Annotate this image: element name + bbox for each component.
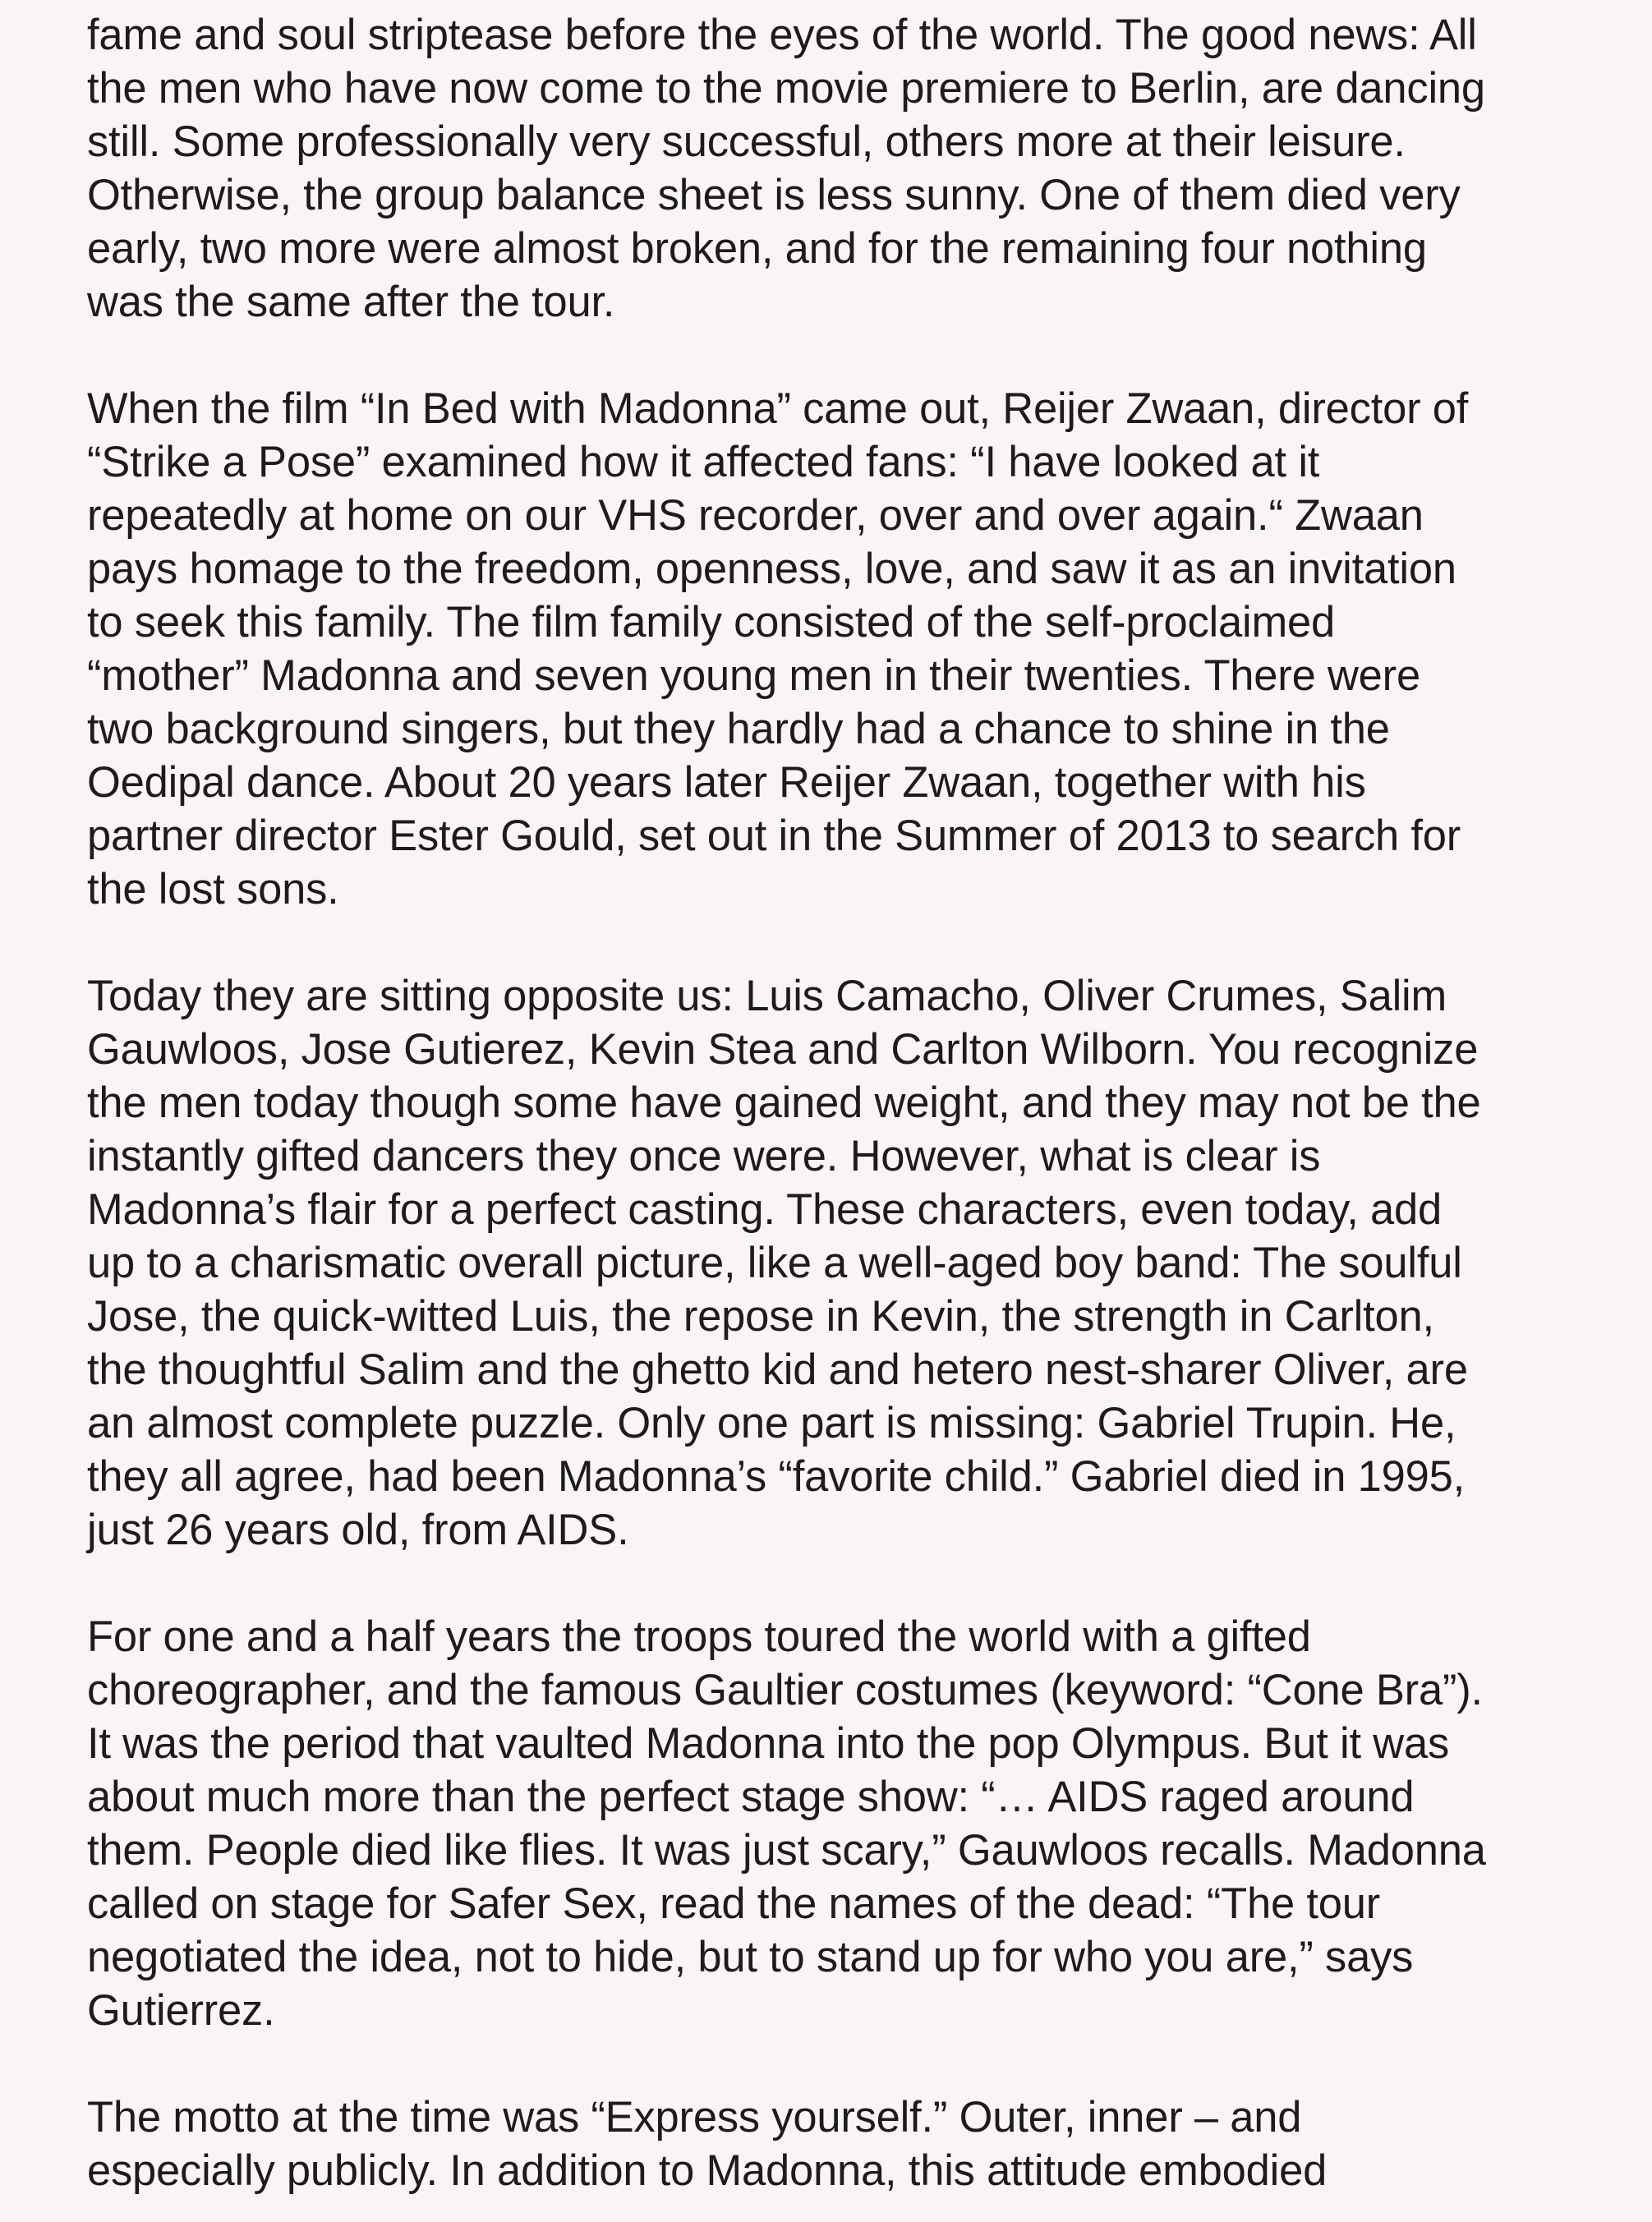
text-line: the thoughtful Salim and the ghetto kid and hetero nest-sharer Oliver, are (87, 1346, 1468, 1394)
text-line: Oedipal dance. About 20 years later Reijer Zwaan, together with his (87, 758, 1366, 807)
text-line: negotiated the idea, not to hide, but to stand up for who you are,” says (87, 1933, 1414, 1981)
article-body (87, 8, 1615, 2197)
text-line: pays homage to the freedom, openness, love, and saw it as an invitation (87, 545, 1456, 593)
paragraph-4 (87, 1610, 1615, 2037)
text-line: instantly gifted dancers they once were. However, what is clear is (87, 1132, 1321, 1180)
text-line: fame and soul striptease before the eyes of the world. The good news: All (87, 11, 1477, 59)
paragraph-spacer (87, 916, 1615, 969)
text-line: them. People died like flies. It was just scary,” Gauwloos recalls. Madonna (87, 1826, 1486, 1875)
text-line: the men who have now come to the movie premiere to Berlin, are dancing (87, 64, 1485, 113)
text-line: was the same after the tour. (87, 278, 615, 326)
text-line: It was the period that vaulted Madonna into the pop Olympus. But it was (87, 1719, 1450, 1768)
text-line: “mother” Madonna and seven young men in their twenties. There were (87, 651, 1420, 700)
text-line: For one and a half years the troops toured the world with a gifted (87, 1612, 1311, 1661)
paragraph-2 (87, 382, 1615, 916)
paragraph-spacer (87, 329, 1615, 382)
paragraph-spacer (87, 1557, 1615, 1610)
text-line: Gauwloos, Jose Gutierez, Kevin Stea and Carlton Wilborn. You recognize (87, 1025, 1479, 1074)
text-line: “Strike a Pose” examined how it affected fans: “I have looked at it (87, 438, 1320, 486)
text-line: still. Some professionally very successful, others more at their leisure. (87, 117, 1406, 166)
paragraph-1 (87, 8, 1615, 329)
text-line: called on stage for Safer Sex, read the names of the dead: “The tour (87, 1879, 1381, 1928)
paragraph-spacer (87, 2037, 1615, 2091)
text-line: especially publicly. In addition to Madonna, this attitude embodied (87, 2146, 1328, 2195)
text-line: repeatedly at home on our VHS recorder, over and over again.“ Zwaan (87, 491, 1424, 540)
text-line: When the film “In Bed with Madonna” came out, Reijer Zwaan, director of (87, 384, 1469, 433)
text-line: an almost complete puzzle. Only one part is missing: Gabriel Trupin. He, (87, 1399, 1456, 1447)
text-line: the lost sons. (87, 865, 339, 913)
text-line: two background singers, but they hardly had a chance to shine in the (87, 705, 1390, 753)
text-line: they all agree, had been Madonna’s “favorite child.” Gabriel died in 1995, (87, 1452, 1465, 1501)
text-line: Otherwise, the group balance sheet is less sunny. One of them died very (87, 171, 1461, 219)
text-line: Madonna’s flair for a perfect casting. These characters, even today, add (87, 1185, 1443, 1234)
text-line: Today they are sitting opposite us: Luis Camacho, Oliver Crumes, Salim (87, 972, 1447, 1020)
text-line: choreographer, and the famous Gaultier costumes (keyword: “Cone Bra”). (87, 1666, 1483, 1714)
paragraph-5 (87, 2091, 1615, 2197)
text-line: early, two more were almost broken, and for the remaining four nothing (87, 224, 1427, 273)
text-line: about much more than the perfect stage show: “… AIDS raged around (87, 1773, 1415, 1821)
text-line: The motto at the time was “Express yourself.” Outer, inner – and (87, 2093, 1302, 2141)
text-line: up to a charismatic overall picture, like a well-aged boy band: The soulful (87, 1239, 1462, 1287)
text-line: Gutierrez. (87, 1986, 275, 2035)
paragraph-3 (87, 969, 1615, 1557)
text-line: partner director Ester Gould, set out in the Summer of 2013 to search for (87, 812, 1461, 860)
text-line: just 26 years old, from AIDS. (87, 1506, 629, 1554)
text-line: Jose, the quick-witted Luis, the repose in Kevin, the strength in Carlton, (87, 1292, 1434, 1341)
text-line: to seek this family. The film family consisted of the self-proclaimed (87, 598, 1336, 646)
text-line: the men today though some have gained weight, and they may not be the (87, 1079, 1481, 1127)
